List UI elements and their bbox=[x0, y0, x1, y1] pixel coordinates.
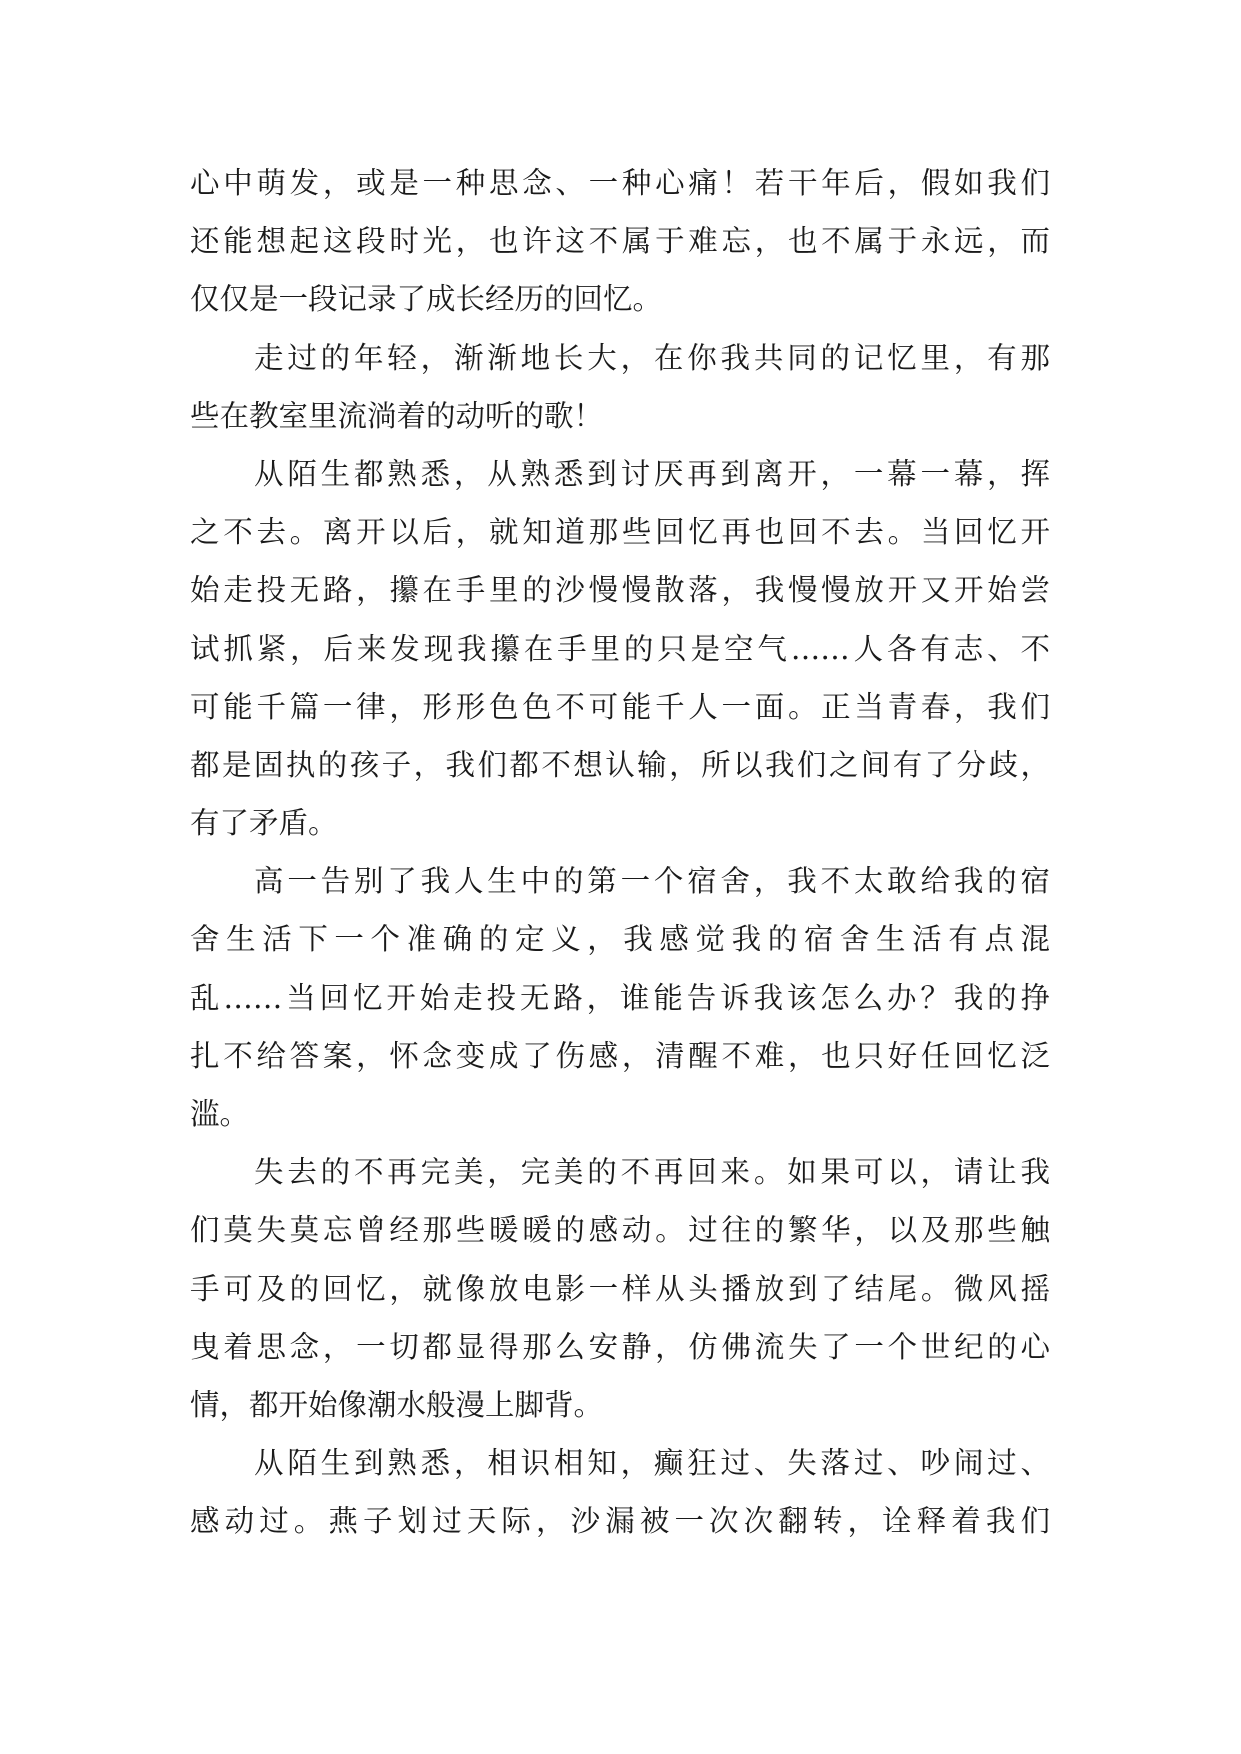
text-line: 还能想起这段时光，也许这不属于难忘，也不属于永远，而 bbox=[190, 224, 1050, 259]
text-line: 扎不给答案，怀念变成了伤感，清醒不难，也只好任回忆泛 bbox=[190, 1038, 1050, 1073]
text-line: 手可及的回忆，就像放电影一样从头播放到了结尾。微风摇 bbox=[190, 1271, 1050, 1306]
text-line: 有了矛盾。 bbox=[190, 806, 338, 841]
text-line: 试抓紧，后来发现我攥在手里的只是空气……人各有志、不 bbox=[190, 631, 1050, 666]
text-line: 些在教室里流淌着的动听的歌！ bbox=[190, 398, 604, 433]
text-line: 始走投无路，攥在手里的沙慢慢散落，我慢慢放开又开始尝 bbox=[190, 573, 1050, 608]
text-line: 情，都开始像潮水般漫上脚背。 bbox=[190, 1387, 604, 1422]
paragraph-first-line: 从陌生到熟悉，相识相知，癫狂过、失落过、吵闹过、 bbox=[254, 1446, 1050, 1481]
paragraph-first-line: 高一告别了我人生中的第一个宿舍，我不太敢给我的宿 bbox=[254, 864, 1050, 899]
text-line: 可能千篇一律，形形色色不可能千人一面。正当青春，我们 bbox=[190, 689, 1050, 724]
document-body bbox=[190, 154, 1050, 1551]
text-line: 乱……当回忆开始走投无路，谁能告诉我该怎么办？我的挣 bbox=[190, 980, 1050, 1015]
paragraph-first-line: 走过的年轻，渐渐地长大，在你我共同的记忆里，有那 bbox=[254, 340, 1050, 375]
text-line: 仅仅是一段记录了成长经历的回忆。 bbox=[190, 282, 663, 317]
text-line: 之不去。离开以后，就知道那些回忆再也回不去。当回忆开 bbox=[190, 515, 1050, 550]
text-line: 心中萌发，或是一种思念、一种心痛！若干年后，假如我们 bbox=[190, 166, 1050, 200]
text-line: 曳着思念，一切都显得那么安静，仿佛流失了一个世纪的心 bbox=[190, 1329, 1050, 1364]
text-line: 滥。 bbox=[190, 1097, 250, 1131]
text-line: 们莫失莫忘曾经那些暖暖的感动。过往的繁华，以及那些触 bbox=[190, 1213, 1050, 1248]
text-line: 舍生活下一个准确的定义，我感觉我的宿舍生活有点混 bbox=[190, 922, 1050, 957]
paragraph-first-line: 失去的不再完美，完美的不再回来。如果可以，请让我 bbox=[254, 1155, 1050, 1190]
paragraph-first-line: 从陌生都熟悉，从熟悉到讨厌再到离开，一幕一幕，挥 bbox=[254, 456, 1050, 491]
text-line: 都是固执的孩子，我们都不想认输，所以我们之间有了分歧， bbox=[190, 747, 1050, 782]
text-line: 感动过。燕子划过天际，沙漏被一次次翻转，诠释着我们 bbox=[190, 1504, 1050, 1539]
